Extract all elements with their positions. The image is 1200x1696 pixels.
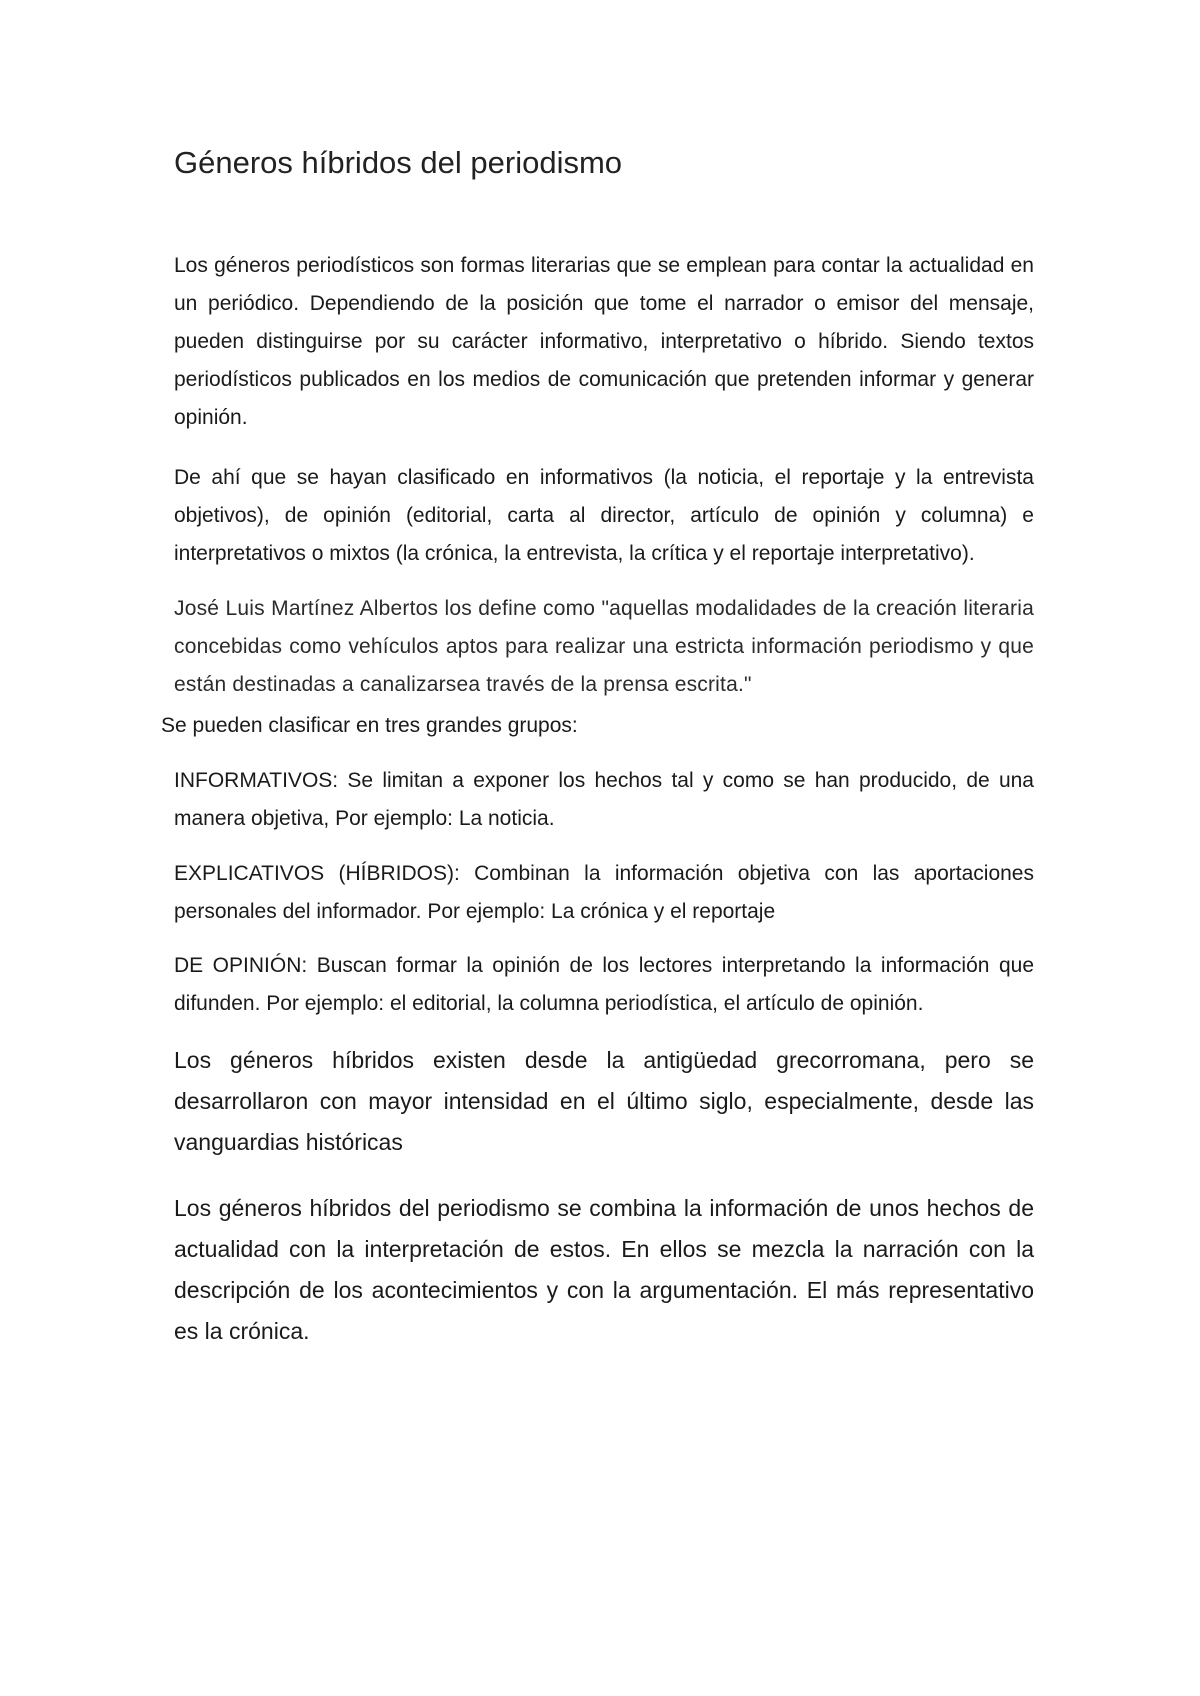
paragraph-informativos: INFORMATIVOS: Se limitan a exponer los hechos tal y como se han producido, de una manera objetiva, Por ejemplo: La noticia. — [174, 769, 1034, 830]
paragraph-definition-quote: José Luis Martínez Albertos los define como "aquellas modalidades de la creación literaria concebidas como vehículos aptos para realizar una estricta información periodismo y que están destinadas a canalizarsea través de la prensa escrita." — [174, 597, 1034, 696]
paragraph-classification: De ahí que se hayan clasificado en informativos (la noticia, el reportaje y la entrevista objetivos), de opinión (editorial, carta al director, artículo de opinión y columna) e interpretativos o mixtos (la crónica, la entrevista, la crítica y el reportaje interpretativo). — [174, 466, 1034, 565]
paragraph-hybrid-definition: Los géneros híbridos del periodismo se combina la información de unos hechos de actualidad con la interpretación de estos. En ellos se mezcla la narración con la descripción de los acontecimientos y con la argumentación. El más representativo es la crónica. — [174, 1195, 1034, 1344]
paragraph-hybrid-history: Los géneros híbridos existen desde la antigüedad grecorromana, pero se desarrollaron con mayor intensidad en el último siglo, especialmente, desde las vanguardias históricas — [174, 1047, 1034, 1155]
paragraph-intro: Los géneros periodísticos son formas literarias que se emplean para contar la actualidad en un periódico. Dependiendo de la posición que tome el narrador o emisor del mensaje, pueden distinguirse por su carácter informativo, interpretativo o híbrido. Siendo textos periodísticos publicados en los medios de comunicación que pretenden informar y generar opinión. — [174, 254, 1034, 429]
paragraph-de-opinion: DE OPINIÓN: Buscan formar la opinión de los lectores interpretando la información que difunden. Por ejemplo: el editorial, la columna periodística, el artículo de opinión. — [174, 954, 1034, 1015]
document-title: Géneros híbridos del periodismo — [174, 145, 623, 180]
paragraph-explicativos: EXPLICATIVOS (HÍBRIDOS): Combinan la información objetiva con las aportaciones personales del informador. Por ejemplo: La crónica y el reportaje — [174, 862, 1034, 923]
paragraph-groups-intro: Se pueden clasificar en tres grandes grupos: — [161, 714, 578, 737]
